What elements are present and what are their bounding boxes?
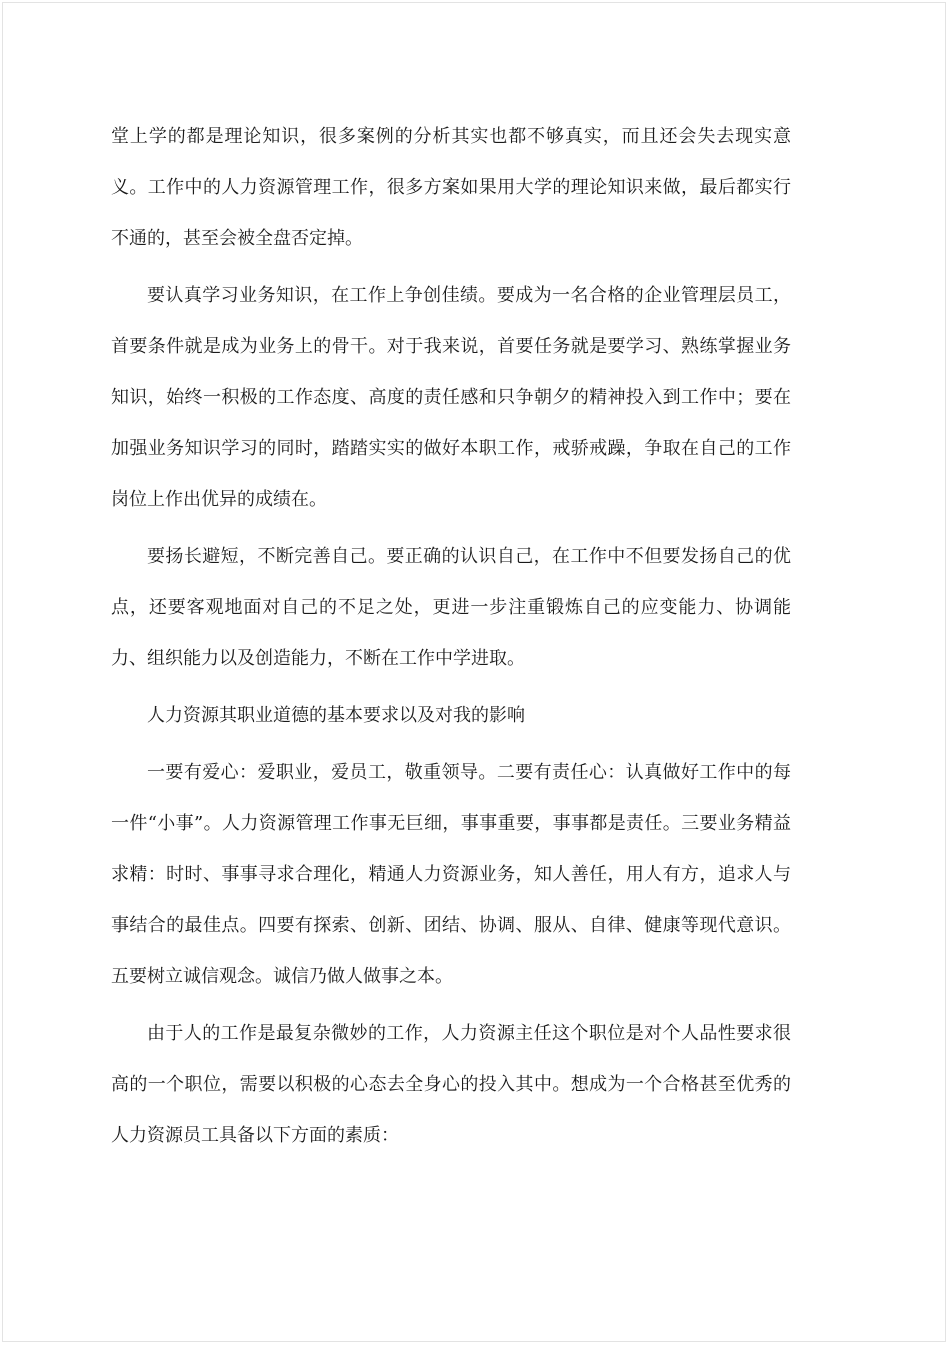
paragraph-2: 要认真学习业务知识，在工作上争创佳绩。要成为一名合格的企业管理层员工，首要条件就是成为业务上的骨干。对于我来说，首要任务就是要学习、熟练掌握业务知识，始终一积极的工作态度、高度的责任感和只争朝夕的精神投入到工作中；要在加强业务知识学习的同时，踏踏实实的做好本职工作，戒骄戒躁，争取在自己的工作岗位上作出优异的成绩在。 bbox=[111, 285, 791, 510]
document-body bbox=[111, 111, 791, 1161]
paragraph-5: 由于人的工作是最复杂微妙的工作，人力资源主任这个职位是对个人品性要求很高的一个职位，需要以积极的心态去全身心的投入其中。想成为一个合格甚至优秀的人力资源员工具备以下方面的素质： bbox=[111, 1023, 791, 1146]
document-page bbox=[2, 2, 946, 1342]
paragraph-4: 一要有爱心：爱职业，爱员工，敬重领导。二要有责任心：认真做好工作中的每一件“小事”。人力资源管理工作事无巨细，事事重要，事事都是责任。三要业务精益求精：时时、事事寻求合理化，精通人力资源业务，知人善任，用人有方，追求人与事结合的最佳点。四要有探索、创新、团结、协调、服从、自律、健康等现代意识。五要树立诚信观念。诚信乃做人做事之本。 bbox=[111, 762, 791, 987]
paragraph-1: 堂上学的都是理论知识，很多案例的分析其实也都不够真实，而且还会失去现实意义。工作中的人力资源管理工作，很多方案如果用大学的理论知识来做，最后都实行不通的，甚至会被全盘否定掉。 bbox=[111, 126, 791, 249]
section-heading: 人力资源其职业道德的基本要求以及对我的影响 bbox=[147, 705, 525, 726]
paragraph-3: 要扬长避短，不断完善自己。要正确的认识自己，在工作中不但要发扬自己的优点，还要客观地面对自己的不足之处，更进一步注重锻炼自己的应变能力、协调能力、组织能力以及创造能力，不断在工作中学进取。 bbox=[111, 546, 791, 669]
